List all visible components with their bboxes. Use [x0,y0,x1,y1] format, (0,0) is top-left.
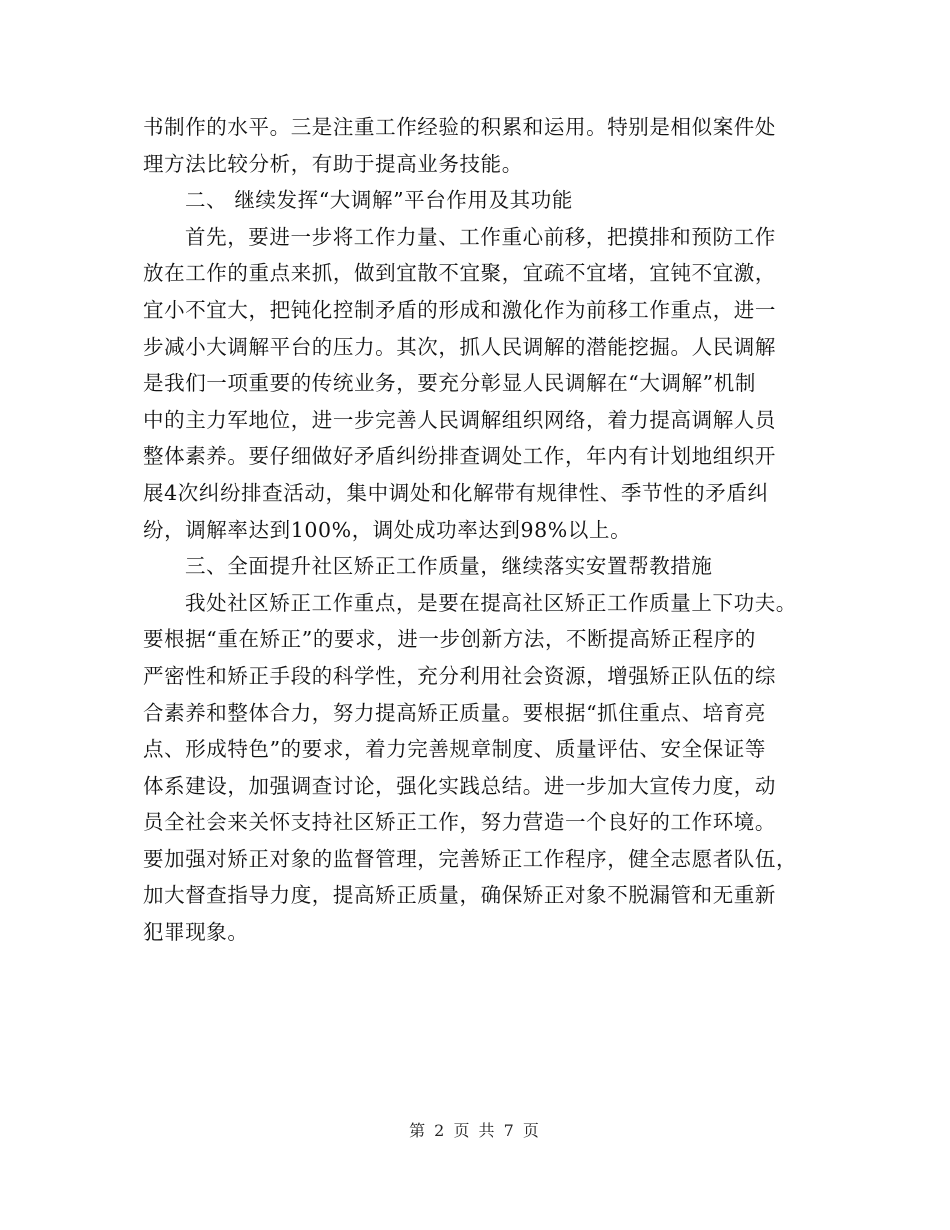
text-line: 中的主力军地位，进一步完善人民调解组织网络，着力提高调解人员 [143,407,776,432]
section-heading: 二、 继续发挥“大调解”平台作用及其功能 [185,188,573,213]
text-line: 宜小不宜大，把钝化控制矛盾的形成和激化作为前移工作重点，进一 [143,297,776,322]
text-line: 严密性和矫正手段的科学性，充分利用社会资源，增强矫正队伍的综 [143,663,776,688]
text-line: 体系建设，加强调查讨论，强化实践总结。进一步加大宣传力度，动 [143,773,776,798]
text-line: 员全社会来关怀支持社区矫正工作，努力营造一个良好的工作环境。 [143,810,776,835]
text-line: 步减小大调解平台的压力。其次，抓人民调解的潜能挖掘。人民调解 [143,334,776,359]
text-line: 是我们一项重要的传统业务，要充分彰显人民调解在“大调解”机制 [143,371,756,396]
text-line: 展4次纠纷排查活动，集中调处和化解带有规律性、季节性的矛盾纠 [143,480,769,505]
text-line: 点、形成特色”的要求，着力完善规章制度、质量评估、安全保证等 [143,737,766,762]
text-line: 犯罪现象。 [143,920,249,945]
section-heading: 三、全面提升社区矫正工作质量，继续落实安置帮教措施 [185,554,713,579]
text-line: 书制作的水平。三是注重工作经验的积累和运用。特别是相似案件处 [143,115,776,139]
document-body [143,109,803,951]
text-line: 我处社区矫正工作重点，是要在提高社区矫正工作质量上下功夫。 [185,590,797,615]
text-line: 要根据“重在矫正”的要求，进一步创新方法，不断提高矫正程序的 [143,627,756,652]
text-line: 纷，调解率达到100%，调处成功率达到98%以上。 [143,517,632,542]
text-line: 放在工作的重点来抓，做到宜散不宜聚，宜疏不宜堵，宜钝不宜激， [143,261,776,286]
text-line: 首先，要进一步将工作力量、工作重心前移，把摸排和预防工作 [185,224,776,249]
text-line: 理方法比较分析，有助于提高业务技能。 [143,151,523,176]
text-line: 要加强对矫正对象的监督管理，完善矫正工作程序，健全志愿者队伍， [143,846,798,871]
text-line: 整体素养。要仔细做好矛盾纠纷排查调处工作，年内有计划地组织开 [143,444,776,469]
text-line: 加大督查指导力度，提高矫正质量，确保矫正对象不脱漏管和无重新 [143,883,776,908]
text-line: 合素养和整体合力，努力提高矫正质量。要根据“抓住重点、培育亮 [143,700,766,725]
page-number-footer: 第 2 页 共 7 页 [409,1121,541,1140]
